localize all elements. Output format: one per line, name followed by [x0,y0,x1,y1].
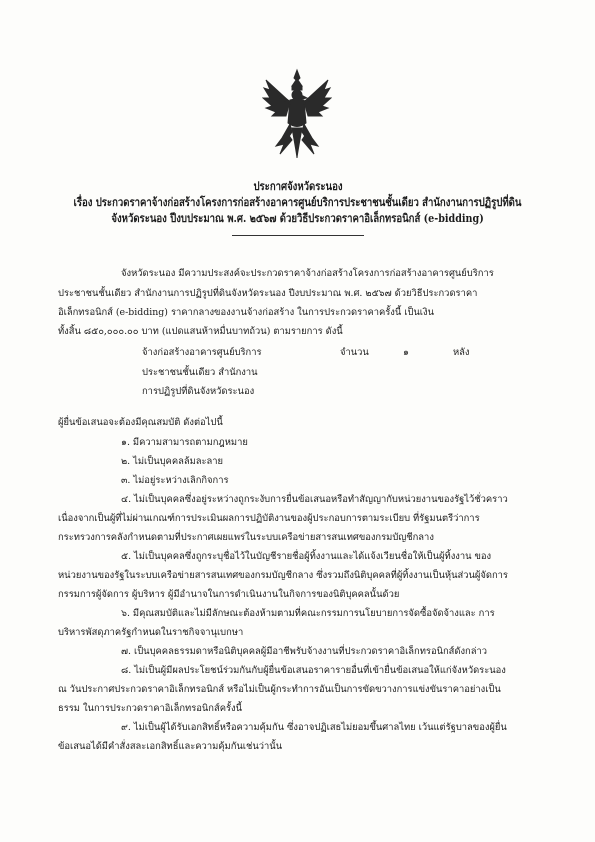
subject-line-1: เรื่อง ประกวดราคาจ้างก่อสร้างโครงการก่อสร้างอาคารศูนย์บริการประชาชนชั้นเดียว สำนักงานการปฏิรูปที่ดิน [73,195,522,209]
qualification-item: ๔. ไม่เป็นบุคคลซึ่งอยู่ระหว่างถูกระงับการยื่นข้อเสนอหรือทำสัญญากับหน่วยงานของรัฐไว้ชั่วคราว [121,494,508,505]
qualification-item-cont: กระทรวงการคลังกำหนดตามที่ประกาศเผยแพร่ในระบบเครือข่ายสารสนเทศของกรมบัญชีกลาง [58,532,434,543]
project-name-line: จ้างก่อสร้างอาคารศูนย์บริการ [142,347,262,358]
qualification-item: ๖. มีคุณสมบัติและไม่มีลักษณะต้องห้ามตามที่คณะกรรมการนโยบายการจัดซื้อจัดจ้างและ การ [121,608,495,619]
subject-line-2: จังหวัดระนอง ปีงบประมาณ พ.ศ. ๒๕๖๗ ด้วยวิธีประกวดราคาอิเล็กทรอนิกส์ (e-bidding) [111,211,484,225]
qualification-item: ๗. เป็นบุคคลธรรมดาหรือนิติบุคคลผู้มีอาชีพรับจ้างงานที่ประกวดราคาอิเล็กทรอนิกส์ดังกล่าว [121,646,487,657]
project-name-line: ประชาชนชั้นเดียว สำนักงาน [142,367,258,378]
intro-line: ทั้งสิ้น ๘๕๐,๐๐๐.๐๐ บาท (แปดแสนห้าหมื่นบาทถ้วน) ตามรายการ ดังนี้ [58,326,343,337]
document-header [0,178,595,226]
header-divider [232,235,364,236]
quantity-label: จำนวน [340,347,369,358]
intro-line: อิเล็กทรอนิกส์ (e-bidding) ราคากลางของงานจ้างก่อสร้าง ในการประกวดราคาครั้งนี้ เป็นเงิน [58,307,435,318]
qualification-item: ๘. ไม่เป็นผู้มีผลประโยชน์ร่วมกันกับผู้ยื่นข้อเสนอราคารายอื่นที่เข้ายื่นข้อเสนอให้แก่จังหวัดระนอง [121,665,506,676]
qualification-item-cont: หน่วยงานของรัฐในระบบเครือข่ายสารสนเทศของกรมบัญชีกลาง ซึ่งรวมถึงนิติบุคคลที่ผู้ทิ้งงานเป็นหุ้นส่วนผู้จัดการ [58,570,508,581]
qualifications-heading: ผู้ยื่นข้อเสนอจะต้องมีคุณสมบัติ ดังต่อไปนี้ [58,417,223,428]
qualification-item-cont: ข้อเสนอได้มีคำสั่งสละเอกสิทธิ์และความคุ้มกันเช่นว่านั้น [58,741,283,752]
qualification-item: ๑. มีความสามารถตามกฎหมาย [121,437,248,448]
quantity-value: ๑ [403,347,409,358]
garuda-emblem [262,68,332,160]
project-name-line: การปฏิรูปที่ดินจังหวัดระนอง [142,386,255,397]
qualification-item-cont: ณ วันประกาศประกวดราคาอิเล็กทรอนิกส์ หรือไม่เป็นผู้กระทำการอันเป็นการขัดขวางการแข่งขันราคาอย่างเป็น [58,684,501,695]
qualification-item-cont: กรรมการผู้จัดการ ผู้บริหาร ผู้มีอำนาจในการดำเนินงานในกิจการของนิติบุคคลนั้นด้วย [58,589,400,600]
qualification-item-cont: บริหารพัสดุภาครัฐกำหนดในราชกิจจานุเบกษา [58,627,244,638]
intro-line: จังหวัดระนอง มีความประสงค์จะประกวดราคาจ้างก่อสร้างโครงการก่อสร้างอาคารศูนย์บริการ [121,268,494,279]
qualification-item-cont: เนื่องจากเป็นผู้ที่ไม่ผ่านเกณฑ์การประเมินผลการปฏิบัติงานของผู้ประกอบการตามระเบียบ ที่รัฐมนตรีว่าการ [58,513,480,524]
qualification-item: ๒. ไม่เป็นบุคคลล้มละลาย [121,456,224,467]
qualification-item: ๙. ไม่เป็นผู้ได้รับเอกสิทธิ์หรือความคุ้มกัน ซึ่งอาจปฏิเสธไม่ยอมขึ้นศาลไทย เว้นแต่รัฐบาลของผู้ยื่น [121,722,507,733]
qualification-item: ๓. ไม่อยู่ระหว่างเลิกกิจการ [121,475,229,486]
qualification-item: ๕. ไม่เป็นบุคคลซึ่งถูกระบุชื่อไว้ในบัญชีรายชื่อผู้ทิ้งงานและได้แจ้งเวียนชื่อให้เป็นผู้ทิ้งงาน ของ [121,551,492,562]
qualification-item-cont: ธรรม ในการประกวดราคาอิเล็กทรอนิกส์ครั้งนี้ [58,703,243,714]
intro-line: ประชาชนชั้นเดียว สำนักงานการปฏิรูปที่ดินจังหวัดระนอง ปีงบประมาณ พ.ศ. ๒๕๖๗ ด้วยวิธีประกวดราคา [58,288,478,299]
quantity-unit: หลัง [453,347,470,358]
issuing-authority: ประกาศจังหวัดระนอง [252,179,343,193]
